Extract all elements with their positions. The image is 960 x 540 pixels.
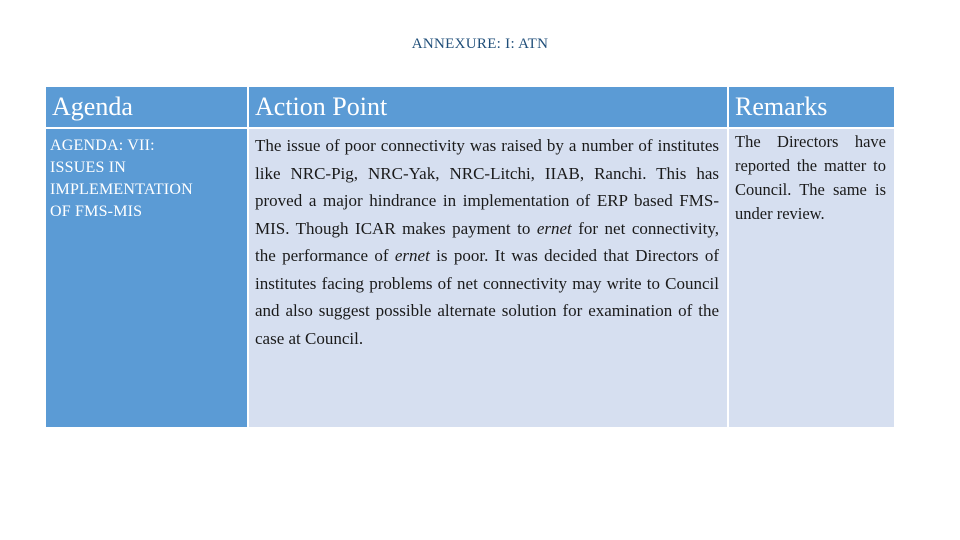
action-point-cell	[249, 129, 729, 427]
agenda-line: OF FMS-MIS	[50, 203, 143, 220]
page-title: ANNEXURE: I: ATN	[411, 36, 549, 52]
ernet-term: ernet	[536, 218, 572, 238]
header-action-point: Action Point	[249, 87, 729, 129]
agenda-cell	[46, 129, 249, 427]
table-header-row	[46, 87, 894, 129]
remarks-cell	[729, 129, 894, 427]
action-point-text: The issue of poor connectivity was raised by a number of institutes like NRC-Pig, NRC-Yak, NRC-Litchi, IIAB, Ranchi. This has proved a major hindrance in implementation of ERP based FMS-MIS. Though ICAR makes payment to ernet for net connectivity, the performance of ernet is poor. It was decided that Directors of institutes facing problems of net connectivity may write to Council and also suggest possible alternate solution for examination of the case at Council.	[255, 136, 719, 348]
agenda-line: ISSUES IN	[50, 159, 127, 176]
agenda-line: IMPLEMENTATION	[50, 181, 193, 198]
atn-table	[46, 87, 894, 427]
header-remarks: Remarks	[729, 87, 894, 129]
agenda-line: AGENDA: VII:	[50, 137, 155, 154]
ernet-term: ernet	[394, 246, 430, 265]
remarks-text: The Directors have reported the matter to Council. The same is under review.	[735, 132, 886, 223]
header-agenda: Agenda	[46, 87, 249, 129]
table-row	[46, 129, 894, 427]
